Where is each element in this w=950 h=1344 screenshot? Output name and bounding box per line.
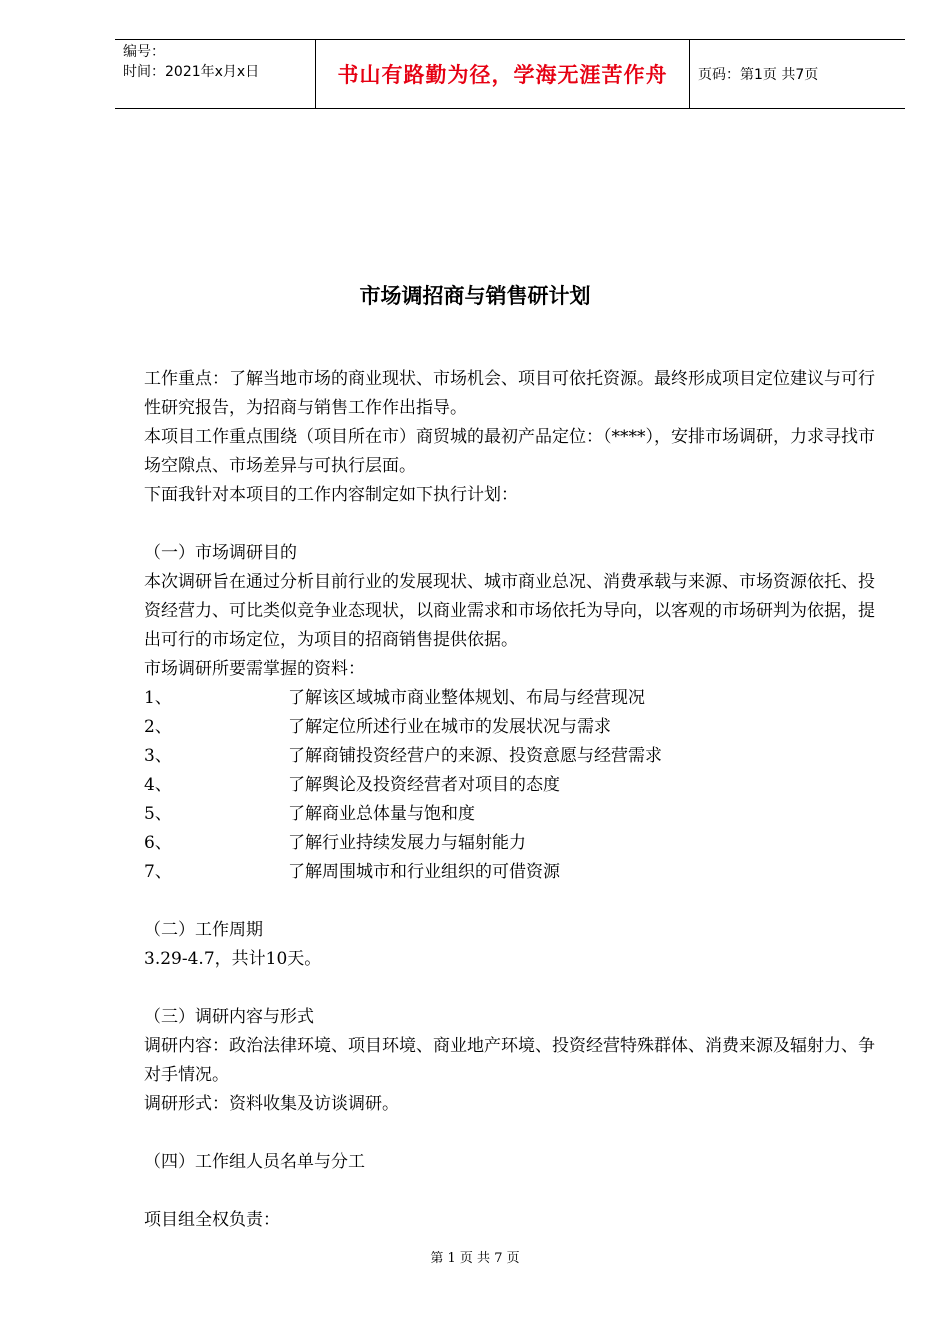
list-text: 了解周围城市和行业组织的可借资源 bbox=[288, 862, 560, 882]
paragraph: 市场调研所要需掌握的资料： bbox=[144, 659, 365, 679]
list-text: 了解该区域城市商业整体规划、布局与经营现况 bbox=[288, 688, 645, 708]
list-item bbox=[144, 771, 886, 800]
page-label: 页码：第1页 共7页 bbox=[698, 67, 819, 83]
document-body bbox=[144, 365, 886, 1235]
list-number: 2、 bbox=[144, 717, 172, 737]
list-text: 了解商业总体量与饱和度 bbox=[288, 804, 475, 824]
list-number: 5、 bbox=[144, 804, 172, 824]
list-item bbox=[144, 684, 886, 713]
list-item bbox=[144, 800, 886, 829]
paragraph: 项目组全权负责： bbox=[144, 1210, 280, 1230]
list-item bbox=[144, 742, 886, 771]
section-heading: （二）工作周期 bbox=[144, 920, 263, 940]
time-label: 时间：2021年x月x日 bbox=[123, 64, 260, 80]
section-heading: （四）工作组人员名单与分工 bbox=[144, 1152, 365, 1172]
header-page-cell bbox=[690, 40, 905, 108]
paragraph: 本次调研旨在通过分析目前行业的发展现状、城市商业总况、消费承载与来源、市场资源依托、投资经营力、可比类似竞争业态现状，以商业需求和市场依托为导向，以客观的市场研判为依据，提出可行的市场定位，为项目的招商销售提供依据。 bbox=[144, 572, 875, 650]
paragraph: 3.29-4.7，共计10天。 bbox=[144, 949, 322, 969]
list-text: 了解行业持续发展力与辐射能力 bbox=[288, 833, 526, 853]
list-text: 了解定位所述行业在城市的发展状况与需求 bbox=[288, 717, 611, 737]
list-number: 3、 bbox=[144, 746, 172, 766]
list-number: 4、 bbox=[144, 775, 172, 795]
list-text: 了解舆论及投资经营者对项目的态度 bbox=[288, 775, 560, 795]
paragraph: 本项目工作重点围绕（项目所在市）商贸城的最初产品定位：（****），安排市场调研，力求寻找市场空隙点、市场差异与可执行层面。 bbox=[144, 427, 875, 476]
list-item bbox=[144, 713, 886, 742]
document-header bbox=[115, 39, 905, 109]
motto-text: 书山有路勤为径，学海无涯苦作舟 bbox=[337, 63, 668, 87]
header-motto-cell bbox=[316, 40, 690, 108]
list-item bbox=[144, 858, 886, 887]
paragraph: 调研内容：政治法律环境、项目环境、商业地产环境、投资经营特殊群体、消费来源及辐射力、争对手情况。 bbox=[144, 1036, 875, 1085]
page-footer: 第 1 页 共 7 页 bbox=[430, 1251, 520, 1266]
list-number: 7、 bbox=[144, 862, 172, 882]
paragraph: 调研形式：资料收集及访谈调研。 bbox=[144, 1094, 399, 1114]
document-title: 市场调招商与销售研计划 bbox=[359, 284, 591, 308]
paragraph: 工作重点：了解当地市场的商业现状、市场机会、项目可依托资源。最终形成项目定位建议与可行性研究报告，为招商与销售工作作出指导。 bbox=[144, 369, 875, 418]
section-heading: （一）市场调研目的 bbox=[144, 543, 297, 563]
paragraph: 下面我针对本项目的工作内容制定如下执行计划： bbox=[144, 485, 518, 505]
list-text: 了解商铺投资经营户的来源、投资意愿与经营需求 bbox=[288, 746, 662, 766]
header-meta bbox=[115, 40, 316, 108]
section-heading: （三）调研内容与形式 bbox=[144, 1007, 314, 1027]
list-item bbox=[144, 829, 886, 858]
list-number: 6、 bbox=[144, 833, 172, 853]
serial-label: 编号： bbox=[123, 44, 165, 60]
list-number: 1、 bbox=[144, 688, 172, 708]
